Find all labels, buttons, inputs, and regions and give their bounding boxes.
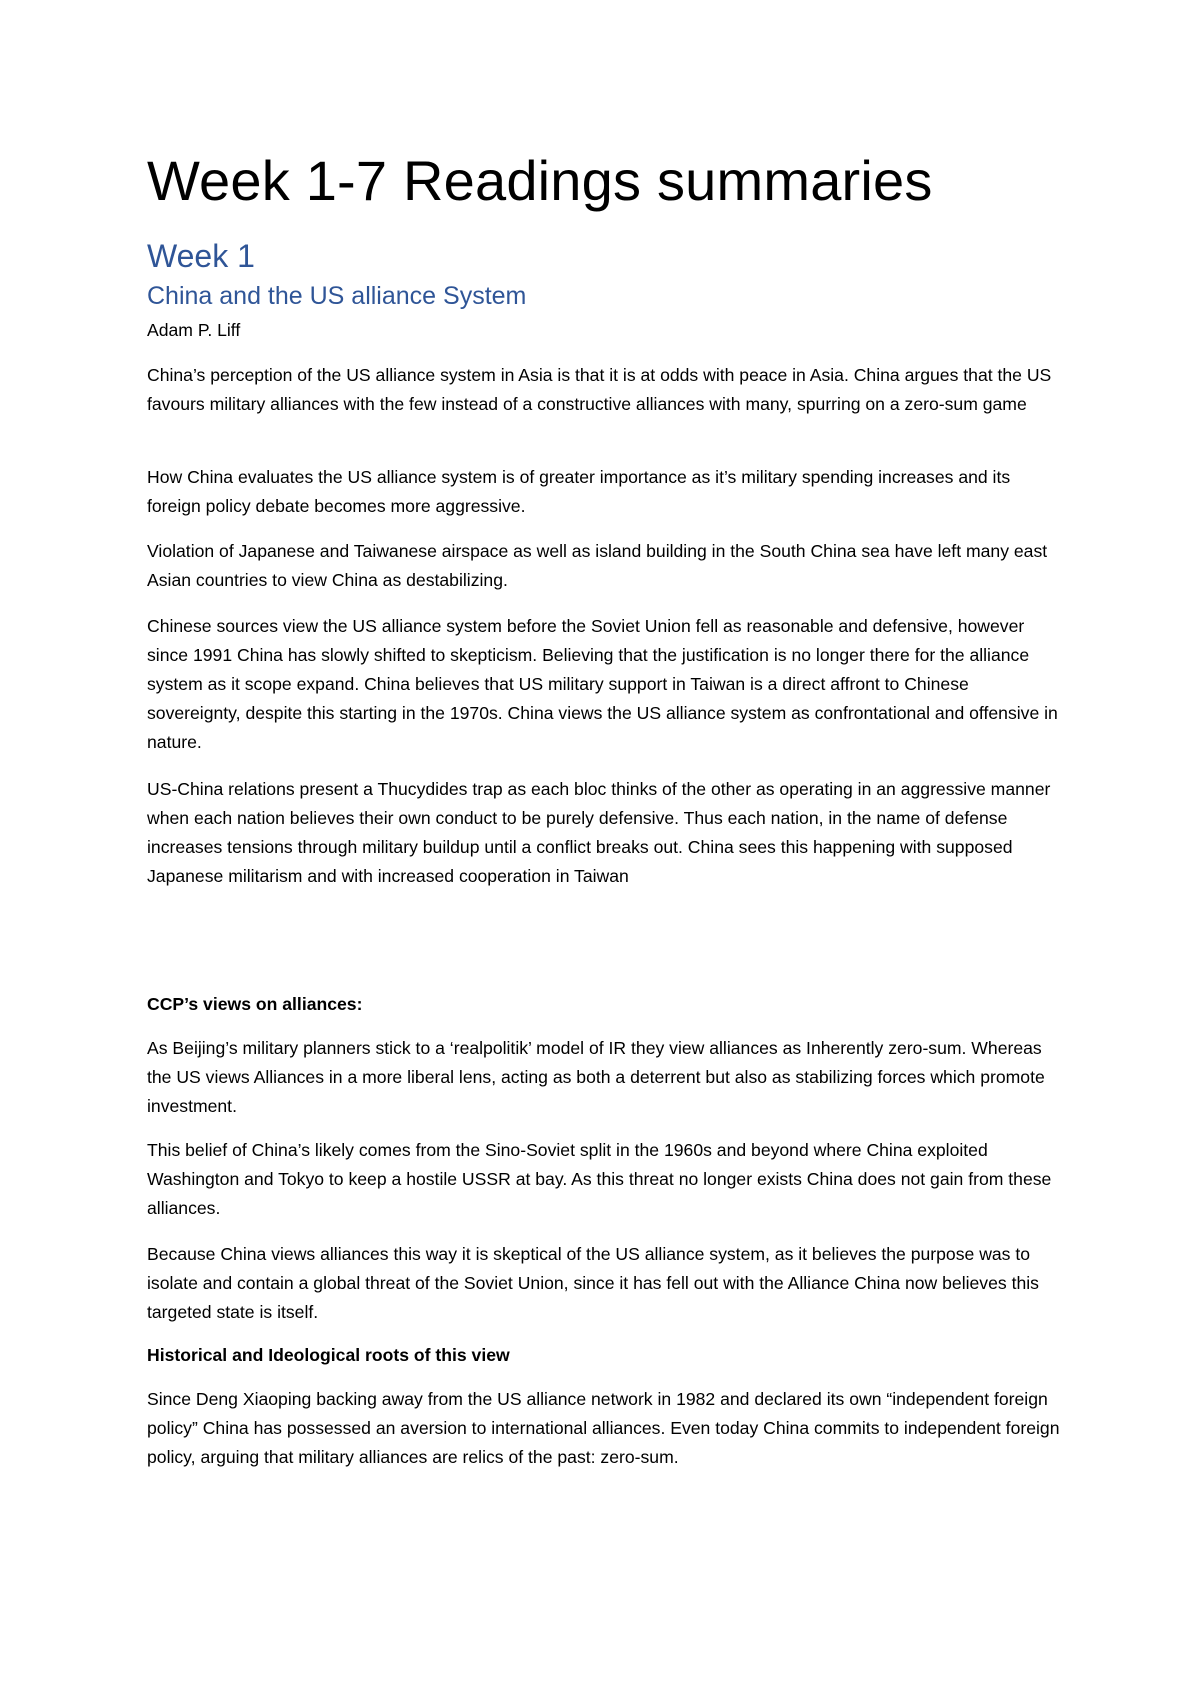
paragraph: Because China views alliances this way it is skeptical of the US alliance system, as it believes the purpose was to isolate and contain a global threat of the Soviet Union, since it has fell out with the Alliance China now believes this targeted state is itself. [147,1244,1039,1322]
document-title: Week 1-7 Readings summaries [147,149,933,212]
paragraph: China’s perception of the US alliance system in Asia is that it is at odds with peace in Asia. China argues that the US favours military alliances with the few instead of a constructive alliances with many, spurring on a zero-sum game [147,365,1052,414]
section-subheading: Historical and Ideological roots of this view [147,1345,510,1365]
author-name: Adam P. Liff [147,320,241,340]
paragraph: Chinese sources view the US alliance system before the Soviet Union fell as reasonable and defensive, however since 1991 China has slowly shifted to skepticism. Believing that the justification is no longer there for the alliance system as it scope expand. China believes that US military support in Taiwan is a direct affront to Chinese sovereignty, despite this starting in the 1970s. China views the US alliance system as confrontational and offensive in nature. [147,616,1058,752]
paragraph: Since Deng Xiaoping backing away from the US alliance network in 1982 and declared its own “independent foreign policy” China has possessed an aversion to international alliances. Even today China commits to independent foreign policy, arguing that military alliances are relics of the past: zero-sum. [147,1389,1060,1467]
article-title: China and the US alliance System [147,282,527,310]
paragraph: This belief of China’s likely comes from the Sino-Soviet split in the 1960s and beyond where China exploited Washington and Tokyo to keep a hostile USSR at bay. As this threat no longer exists China does not gain from these alliances. [147,1140,1052,1218]
paragraph: How China evaluates the US alliance system is of greater importance as it’s military spending increases and its foreign policy debate becomes more aggressive. [147,467,1011,516]
paragraph: Violation of Japanese and Taiwanese airspace as well as island building in the South China sea have left many east Asian countries to view China as destabilizing. [147,541,1048,590]
section-subheading: CCP’s views on alliances: [147,994,363,1014]
paragraph: US-China relations present a Thucydides trap as each bloc thinks of the other as operating in an aggressive manner when each nation believes their own conduct to be purely defensive. Thus each nation, in the name of defense increases tensions through military buildup until a conflict breaks out. China sees this happening with supposed Japanese militarism and with increased cooperation in Taiwan [147,779,1051,886]
week-heading: Week 1 [147,238,255,274]
paragraph: As Beijing’s military planners stick to a ‘realpolitik’ model of IR they view alliances as Inherently zero-sum. Whereas the US views Alliances in a more liberal lens, acting as both a deterrent but also as stabilizing forces which promote investment. [147,1038,1045,1116]
